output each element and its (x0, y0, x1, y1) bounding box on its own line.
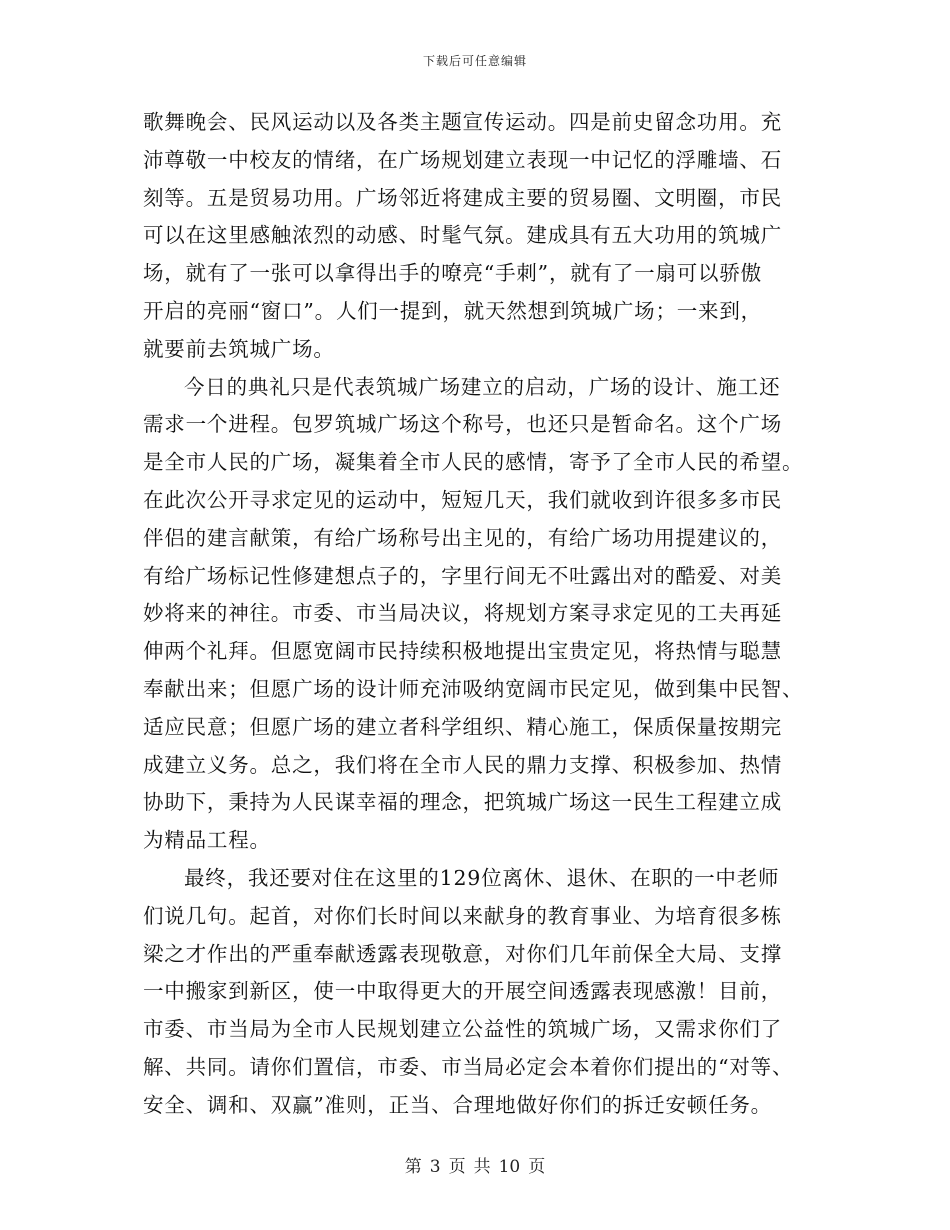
text-line: 就要前去筑城广场。 (143, 336, 335, 361)
footer-current-page: 3 (429, 1157, 441, 1177)
paragraph-start-line: 今日的典礼只是代表筑城广场建立的启动，广场的设计、施工还 (184, 374, 781, 399)
text-line: 们说几句。起首，对你们长时间以来献身的教育事业、为培育很多栋 (143, 903, 782, 928)
text-line: 歌舞晚会、民风运动以及各类主题宣传运动。四是前史留念功用。充 (143, 110, 782, 134)
text-line: 场，就有了一张可以拿得出手的嘹亮“手刺”，就有了一扇可以骄傲 (143, 261, 762, 286)
text-line: 沛尊敬一中校友的情绪，在广场规划建立表现一中记忆的浮雕墙、石 (143, 147, 782, 172)
paragraph-start-line: 最终，我还要对住在这里的129位离休、退休、在职的一中老师 (184, 865, 780, 890)
page-header (0, 52, 950, 69)
text-line: 可以在这里感触浓烈的动感、时髦气氛。建成具有五大功用的筑城广 (143, 223, 782, 248)
text-line: 刻等。五是贸易功用。广场邻近将建成主要的贸易圈、文明圈，市民 (143, 185, 782, 210)
text-line: 妙将来的神往。市委、市当局决议，将规划方案寻求定见的工夫再延 (143, 601, 782, 626)
text-line: 安全、调和、双赢”准则，正当、合理地做好你们的拆迁安顿任务。 (143, 1092, 772, 1117)
text-line: 伴侣的建言献策，有给广场称号出主见的，有给广场功用提建议的， (143, 525, 782, 550)
header-text: 下载后可任意编辑 (422, 54, 527, 68)
footer-total-unit: 页 (528, 1157, 546, 1177)
text-line: 市委、市当局为全市人民规划建立公益性的筑城广场，又需求你们了 (143, 1017, 782, 1042)
text-line: 在此次公开寻求定见的运动中，短短几天，我们就收到许很多多市民 (143, 487, 782, 512)
text-line: 梁之才作出的严重奉献透露表现敬意，对你们几年前保全大局、支撑 (143, 941, 782, 966)
footer-page-unit: 页 (448, 1157, 466, 1177)
text-line: 一中搬家到新区，使一中取得更大的开展空间透露表现感激！目前， (143, 979, 782, 1004)
text-line: 为精品工程。 (143, 828, 271, 853)
text-line: 需求一个进程。包罗筑城广场这个称号，也还只是暂命名。这个广场 (143, 412, 782, 437)
text-line: 成建立义务。总之，我们将在全市人民的鼎力支撑、积极参加、热情 (143, 752, 782, 777)
document-body (143, 104, 807, 1125)
text-line: 是全市人民的广场，凝集着全市人民的感情，寄予了全市人民的希望。 (143, 450, 804, 475)
footer-total-label: 共 (473, 1157, 491, 1177)
footer-total-pages: 10 (498, 1157, 521, 1177)
text-line: 适应民意；但愿广场的建立者科学组织、精心施工，保质保量按期完 (143, 714, 782, 739)
text-line: 开启的亮丽“窗口”。人们一提到，就天然想到筑城广场；一来到， (143, 298, 762, 323)
text-line: 协助下，秉持为人民谋幸福的理念，把筑城广场这一民生工程建立成 (143, 790, 782, 815)
text-line: 奉献出来；但愿广场的设计师充沛吸纳宽阔市民定见，做到集中民智、 (143, 676, 804, 701)
footer-page-label: 第 (404, 1157, 422, 1177)
text-line: 有给广场标记性修建想点子的，字里行间无不吐露出对的酷爱、对美 (143, 563, 782, 588)
text-line: 伸两个礼拜。但愿宽阔市民持续积极地提出宝贵定见，将热情与聪慧 (143, 639, 782, 664)
text-line: 解、共同。请你们置信，市委、市当局必定会本着你们提出的“对等、 (143, 1054, 794, 1079)
page-footer (0, 1152, 950, 1177)
